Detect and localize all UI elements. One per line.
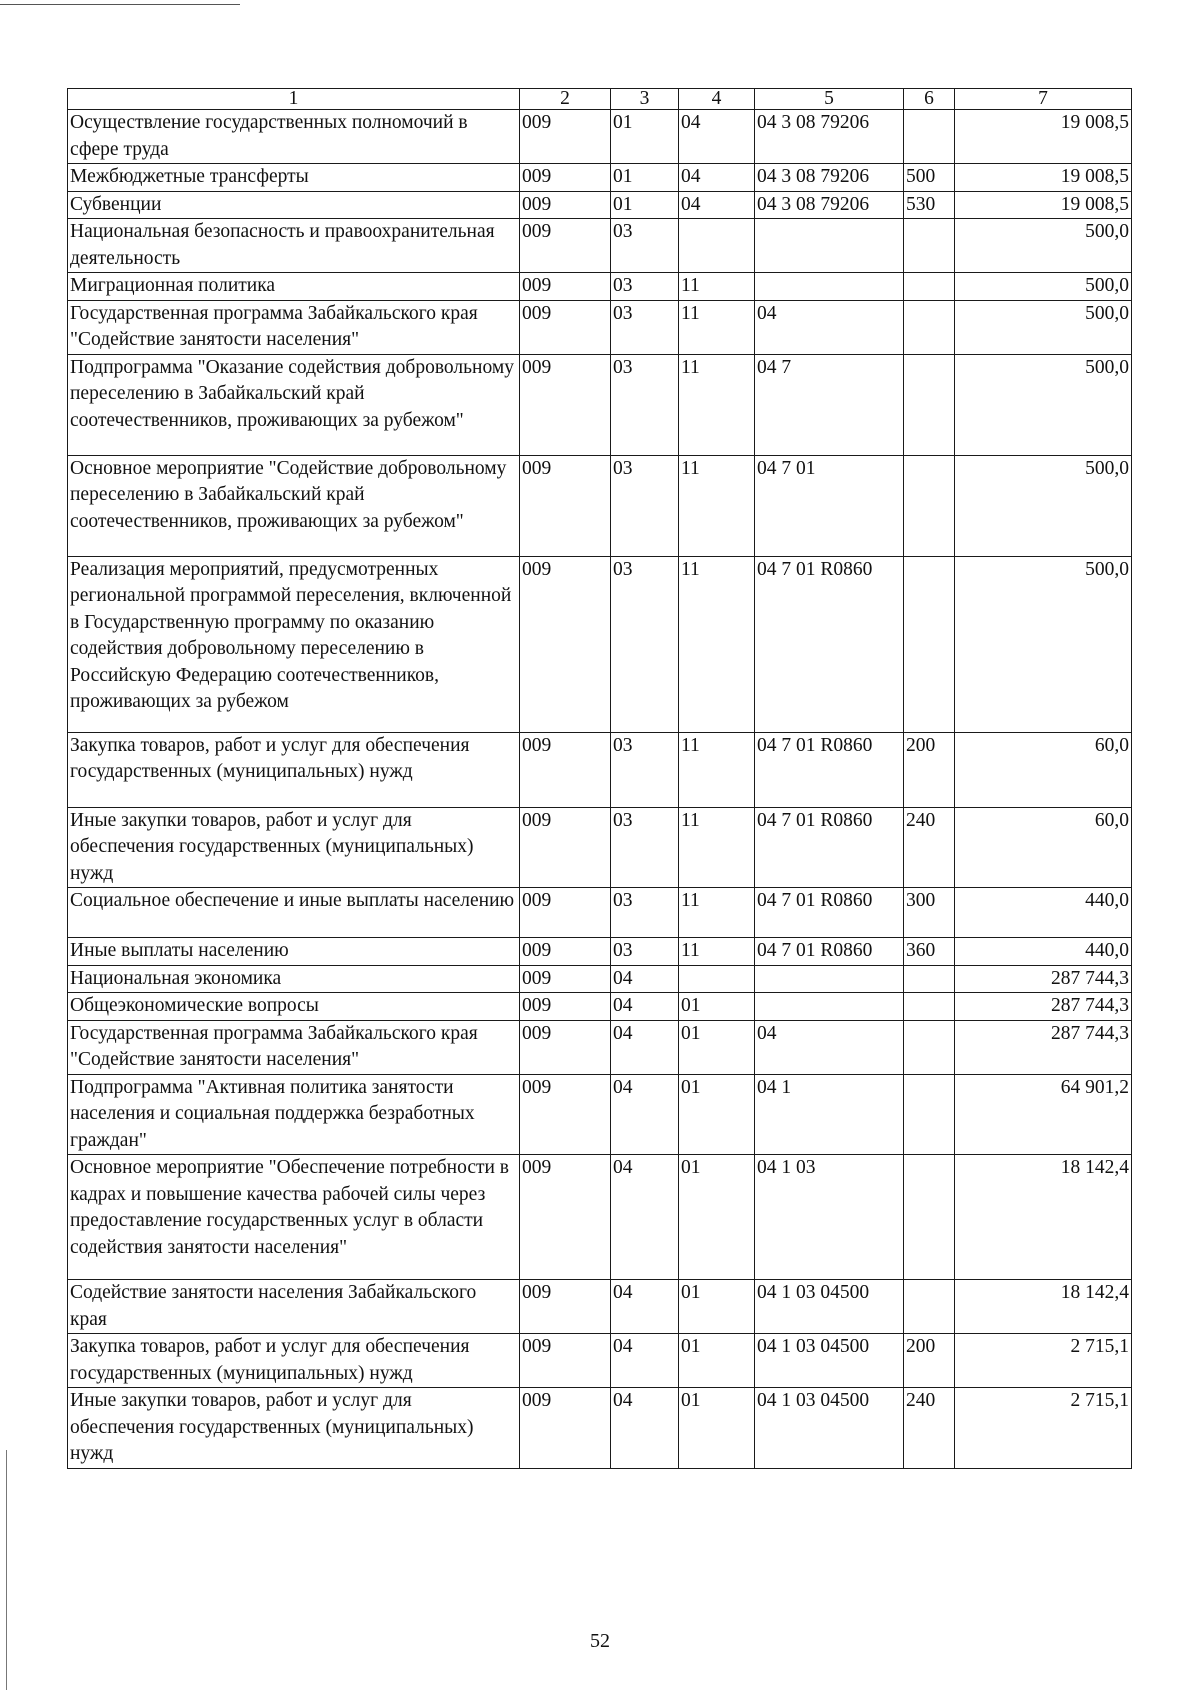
subsection-code: 01 — [679, 1334, 755, 1388]
section-code: 03 — [611, 732, 679, 807]
table-row — [68, 219, 1132, 273]
ministry-code: 009 — [520, 1388, 611, 1469]
target-code: 04 3 08 79206 — [755, 164, 904, 192]
expense-type-code — [904, 993, 955, 1021]
ministry-code: 009 — [520, 354, 611, 455]
subsection-code: 11 — [679, 938, 755, 966]
subsection-code: 11 — [679, 354, 755, 455]
row-name: Национальная безопасность и правоохранительная деятельность — [68, 219, 520, 273]
row-name: Подпрограмма "Оказание содействия добровольному переселению в Забайкальский край соотечественников, проживающих за рубежом" — [68, 354, 520, 455]
expense-type-code — [904, 1020, 955, 1074]
expense-type-code: 360 — [904, 938, 955, 966]
target-code: 04 1 — [755, 1074, 904, 1155]
expense-type-code — [904, 556, 955, 732]
section-code: 03 — [611, 888, 679, 938]
target-code: 04 3 08 79206 — [755, 191, 904, 219]
target-code: 04 1 03 04500 — [755, 1334, 904, 1388]
amount-value: 60,0 — [955, 732, 1132, 807]
ministry-code: 009 — [520, 1074, 611, 1155]
ministry-code: 009 — [520, 993, 611, 1021]
section-code: 03 — [611, 354, 679, 455]
page-number: 52 — [590, 1630, 610, 1652]
table-row — [68, 1020, 1132, 1074]
subsection-code: 11 — [679, 732, 755, 807]
row-name: Субвенции — [68, 191, 520, 219]
table-row — [68, 1280, 1132, 1334]
expense-type-code: 530 — [904, 191, 955, 219]
scan-edge-line — [0, 4, 240, 5]
target-code — [755, 273, 904, 301]
table-row — [68, 110, 1132, 164]
section-code: 04 — [611, 1334, 679, 1388]
section-code: 03 — [611, 273, 679, 301]
target-code: 04 3 08 79206 — [755, 110, 904, 164]
row-name: Реализация мероприятий, предусмотренных региональной программой переселения, включенной в Государственную программу по оказанию содействия добровольному переселению в Российскую Федерацию соотечественников, проживающих за рубежом — [68, 556, 520, 732]
section-code: 01 — [611, 110, 679, 164]
expense-type-code — [904, 455, 955, 556]
expense-type-code: 200 — [904, 732, 955, 807]
subsection-code: 11 — [679, 455, 755, 556]
target-code — [755, 965, 904, 993]
table-body — [68, 110, 1132, 1469]
table-row — [68, 556, 1132, 732]
table-row — [68, 965, 1132, 993]
section-code: 03 — [611, 455, 679, 556]
expense-type-code: 200 — [904, 1334, 955, 1388]
row-name: Иные выплаты населению — [68, 938, 520, 966]
column-header-7: 7 — [955, 89, 1132, 110]
amount-value: 500,0 — [955, 455, 1132, 556]
expense-type-code — [904, 300, 955, 354]
expense-type-code — [904, 965, 955, 993]
target-code: 04 7 01 R0860 — [755, 938, 904, 966]
ministry-code: 009 — [520, 1020, 611, 1074]
subsection-code: 11 — [679, 807, 755, 888]
expense-type-code: 240 — [904, 1388, 955, 1469]
amount-value: 440,0 — [955, 888, 1132, 938]
section-code: 03 — [611, 807, 679, 888]
target-code: 04 — [755, 300, 904, 354]
target-code: 04 1 03 — [755, 1155, 904, 1280]
row-name: Осуществление государственных полномочий в сфере труда — [68, 110, 520, 164]
ministry-code: 009 — [520, 191, 611, 219]
row-name: Государственная программа Забайкальского края "Содействие занятости населения" — [68, 300, 520, 354]
amount-value: 500,0 — [955, 300, 1132, 354]
row-name: Закупка товаров, работ и услуг для обеспечения государственных (муниципальных) нужд — [68, 1334, 520, 1388]
amount-value: 500,0 — [955, 219, 1132, 273]
subsection-code — [679, 219, 755, 273]
row-name: Социальное обеспечение и иные выплаты населению — [68, 888, 520, 938]
row-name: Закупка товаров, работ и услуг для обеспечения государственных (муниципальных) нужд — [68, 732, 520, 807]
amount-value: 2 715,1 — [955, 1334, 1132, 1388]
subsection-code: 11 — [679, 273, 755, 301]
table-row — [68, 1388, 1132, 1469]
ministry-code: 009 — [520, 273, 611, 301]
table-row — [68, 273, 1132, 301]
subsection-code: 04 — [679, 110, 755, 164]
row-name: Межбюджетные трансферты — [68, 164, 520, 192]
ministry-code: 009 — [520, 888, 611, 938]
column-header-2: 2 — [520, 89, 611, 110]
row-name: Содействие занятости населения Забайкальского края — [68, 1280, 520, 1334]
column-header-4: 4 — [679, 89, 755, 110]
table-row — [68, 993, 1132, 1021]
section-code: 04 — [611, 1155, 679, 1280]
subsection-code: 04 — [679, 191, 755, 219]
target-code: 04 7 — [755, 354, 904, 455]
amount-value: 500,0 — [955, 273, 1132, 301]
column-header-3: 3 — [611, 89, 679, 110]
ministry-code: 009 — [520, 732, 611, 807]
section-code: 04 — [611, 993, 679, 1021]
column-header-6: 6 — [904, 89, 955, 110]
ministry-code: 009 — [520, 938, 611, 966]
section-code: 04 — [611, 1388, 679, 1469]
target-code: 04 — [755, 1020, 904, 1074]
ministry-code: 009 — [520, 556, 611, 732]
section-code: 03 — [611, 219, 679, 273]
expense-type-code — [904, 110, 955, 164]
expense-type-code: 500 — [904, 164, 955, 192]
row-name: Национальная экономика — [68, 965, 520, 993]
target-code — [755, 219, 904, 273]
column-header-5: 5 — [755, 89, 904, 110]
ministry-code: 009 — [520, 219, 611, 273]
expense-type-code — [904, 219, 955, 273]
amount-value: 19 008,5 — [955, 164, 1132, 192]
target-code: 04 1 03 04500 — [755, 1388, 904, 1469]
target-code — [755, 993, 904, 1021]
section-code: 01 — [611, 164, 679, 192]
row-name: Основное мероприятие "Содействие добровольному переселению в Забайкальский край соотечественников, проживающих за рубежом" — [68, 455, 520, 556]
target-code: 04 1 03 04500 — [755, 1280, 904, 1334]
table-row — [68, 164, 1132, 192]
amount-value: 60,0 — [955, 807, 1132, 888]
expense-type-code — [904, 1280, 955, 1334]
amount-value: 500,0 — [955, 354, 1132, 455]
ministry-code: 009 — [520, 965, 611, 993]
subsection-code: 11 — [679, 300, 755, 354]
subsection-code: 01 — [679, 1074, 755, 1155]
expense-type-code — [904, 354, 955, 455]
section-code: 04 — [611, 1074, 679, 1155]
subsection-code: 01 — [679, 1388, 755, 1469]
ministry-code: 009 — [520, 164, 611, 192]
amount-value: 287 744,3 — [955, 965, 1132, 993]
amount-value: 64 901,2 — [955, 1074, 1132, 1155]
ministry-code: 009 — [520, 455, 611, 556]
table-row — [68, 807, 1132, 888]
target-code: 04 7 01 R0860 — [755, 732, 904, 807]
row-name: Основное мероприятие "Обеспечение потребности в кадрах и повышение качества рабочей силы через предоставление государственных услуг в области содействия занятости населения" — [68, 1155, 520, 1280]
table-header-row — [68, 89, 1132, 110]
row-name: Иные закупки товаров, работ и услуг для обеспечения государственных (муниципальных) нужд — [68, 807, 520, 888]
amount-value: 440,0 — [955, 938, 1132, 966]
amount-value: 287 744,3 — [955, 1020, 1132, 1074]
row-name: Иные закупки товаров, работ и услуг для обеспечения государственных (муниципальных) нужд — [68, 1388, 520, 1469]
subsection-code — [679, 965, 755, 993]
row-name: Общеэкономические вопросы — [68, 993, 520, 1021]
section-code: 04 — [611, 965, 679, 993]
expense-type-code — [904, 273, 955, 301]
subsection-code: 04 — [679, 164, 755, 192]
table-row — [68, 938, 1132, 966]
ministry-code: 009 — [520, 1334, 611, 1388]
ministry-code: 009 — [520, 1155, 611, 1280]
table-row — [68, 732, 1132, 807]
section-code: 03 — [611, 938, 679, 966]
table-row — [68, 300, 1132, 354]
section-code: 03 — [611, 300, 679, 354]
budget-table — [67, 88, 1132, 1469]
section-code: 03 — [611, 556, 679, 732]
table-row — [68, 1155, 1132, 1280]
amount-value: 287 744,3 — [955, 993, 1132, 1021]
amount-value: 2 715,1 — [955, 1388, 1132, 1469]
amount-value: 500,0 — [955, 556, 1132, 732]
amount-value: 18 142,4 — [955, 1155, 1132, 1280]
section-code: 01 — [611, 191, 679, 219]
table-row — [68, 191, 1132, 219]
amount-value: 19 008,5 — [955, 191, 1132, 219]
subsection-code: 11 — [679, 888, 755, 938]
subsection-code: 01 — [679, 1020, 755, 1074]
row-name: Государственная программа Забайкальского края "Содействие занятости населения" — [68, 1020, 520, 1074]
row-name: Миграционная политика — [68, 273, 520, 301]
target-code: 04 7 01 — [755, 455, 904, 556]
subsection-code: 01 — [679, 1155, 755, 1280]
expense-type-code: 300 — [904, 888, 955, 938]
table-row — [68, 354, 1132, 455]
row-name: Подпрограмма "Активная политика занятости населения и социальная поддержка безработных граждан" — [68, 1074, 520, 1155]
ministry-code: 009 — [520, 110, 611, 164]
target-code: 04 7 01 R0860 — [755, 807, 904, 888]
amount-value: 18 142,4 — [955, 1280, 1132, 1334]
amount-value: 19 008,5 — [955, 110, 1132, 164]
ministry-code: 009 — [520, 807, 611, 888]
column-header-1: 1 — [68, 89, 520, 110]
section-code: 04 — [611, 1280, 679, 1334]
target-code: 04 7 01 R0860 — [755, 888, 904, 938]
table-row — [68, 1074, 1132, 1155]
table-row — [68, 1334, 1132, 1388]
table-row — [68, 888, 1132, 938]
scan-edge-line — [6, 1450, 7, 1690]
expense-type-code: 240 — [904, 807, 955, 888]
ministry-code: 009 — [520, 300, 611, 354]
table-row — [68, 455, 1132, 556]
section-code: 04 — [611, 1020, 679, 1074]
expense-type-code — [904, 1074, 955, 1155]
subsection-code: 11 — [679, 556, 755, 732]
subsection-code: 01 — [679, 993, 755, 1021]
ministry-code: 009 — [520, 1280, 611, 1334]
target-code: 04 7 01 R0860 — [755, 556, 904, 732]
subsection-code: 01 — [679, 1280, 755, 1334]
expense-type-code — [904, 1155, 955, 1280]
